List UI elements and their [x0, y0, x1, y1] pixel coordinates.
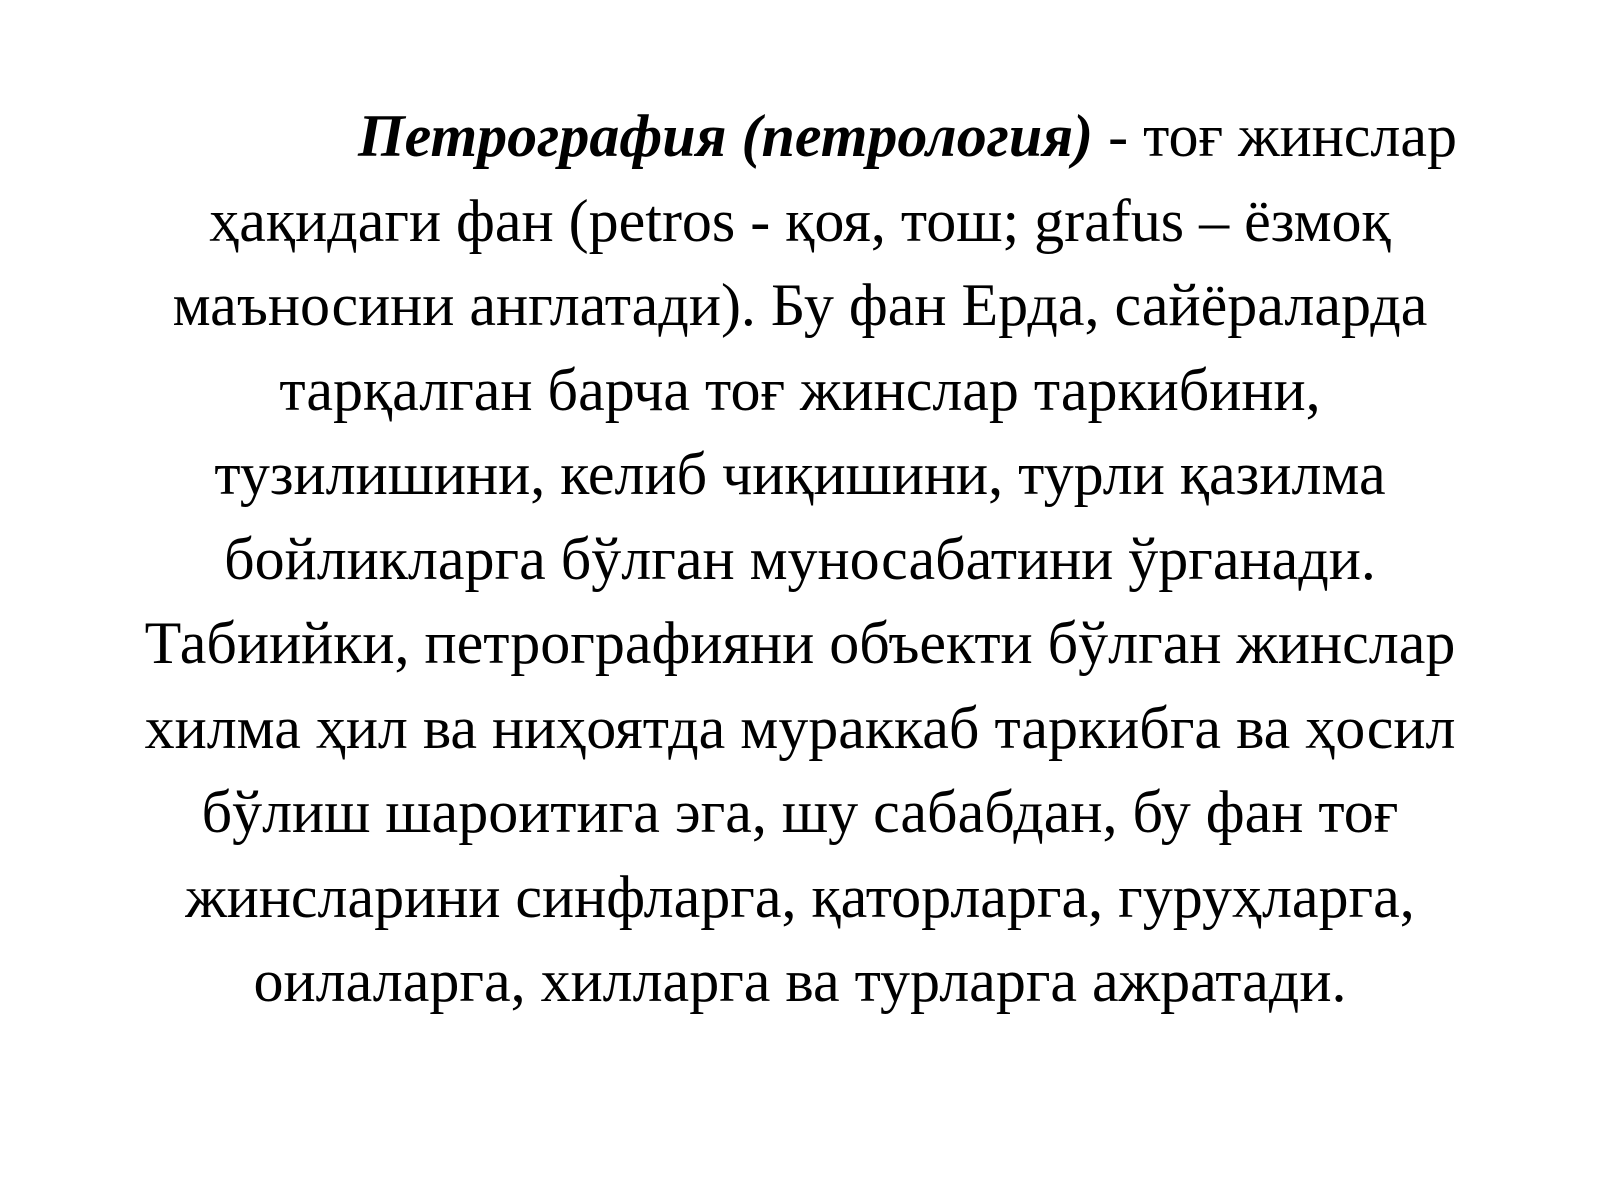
paragraph-line-9: бўлиш шароитига эга, шу сабабдан, бу фан тоғ [201, 779, 1399, 845]
paragraph-line-5: тузилишини, келиб чиқишини, турли қазилма [214, 441, 1386, 507]
paragraph-line-3: маъносини англатади). Бу фан Ерда, сайёраларда [172, 272, 1428, 338]
paragraph-line-1 [0, 94, 1600, 179]
paragraph-line-4: тарқалган барча тоғ жинслар таркибини, [279, 356, 1321, 423]
paragraph-line-7: Табиийки, петрографияни объекти бўлган жинслар [144, 610, 1456, 676]
paragraph-line-11: оилаларга, хилларга ва турларга ажратади. [253, 948, 1347, 1014]
definition-term: Петрография (петрология) [357, 103, 1094, 169]
paragraph-line-2: ҳақидаги фан (petros - қоя, тош; grafus – ёзмоқ [209, 187, 1391, 254]
paragraph-line-8: хилма ҳил ва ниҳоятда мураккаб таркибга ва ҳосил [144, 694, 1456, 761]
paragraph-line-1-text: - тоғ жинслар [1093, 103, 1458, 169]
paragraph-line-6: бойликларга бўлган муносабатини ўрганади. [224, 525, 1376, 592]
definition-paragraph [0, 94, 1600, 1024]
paragraph-line-10: жинсларини синфларга, қаторларга, гуруҳларга, [185, 863, 1415, 930]
